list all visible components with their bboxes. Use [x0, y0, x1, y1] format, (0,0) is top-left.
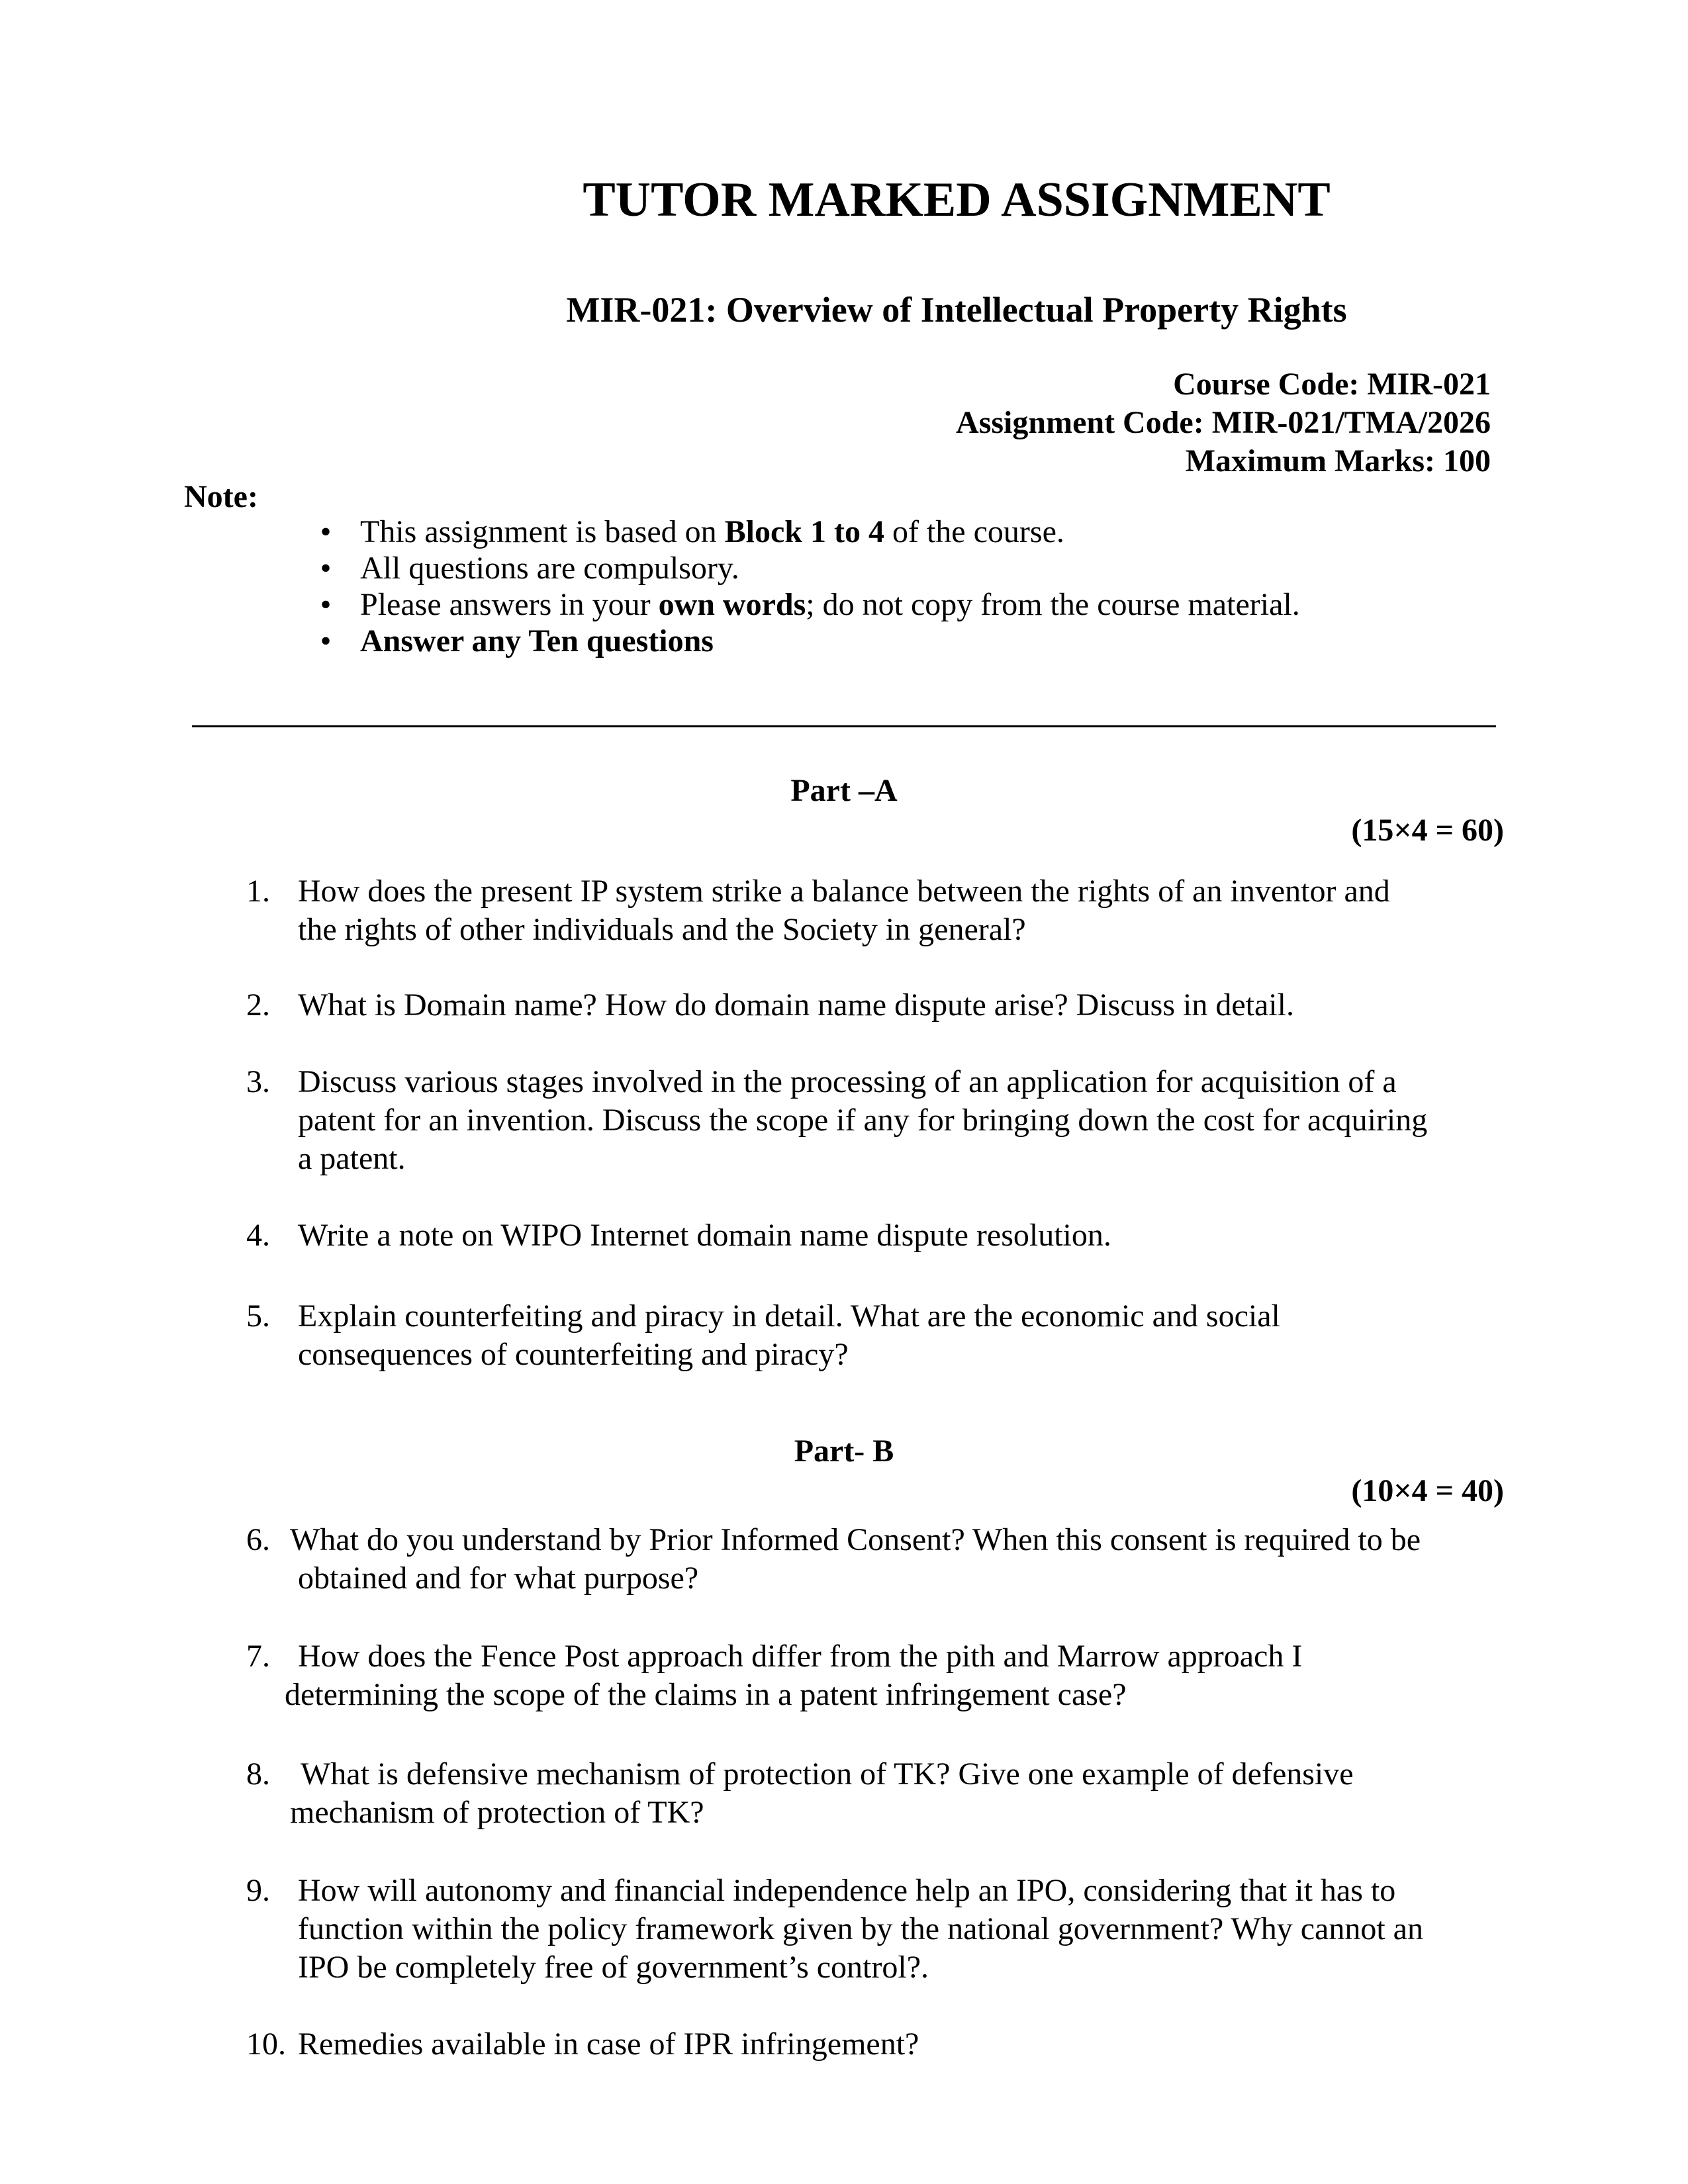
- note-item: • Please answers in your own words; do not copy from the course material.: [312, 586, 1300, 623]
- note-label: Note:: [184, 479, 258, 514]
- question-10: 10. Remedies available in case of IPR infringement?: [246, 2026, 919, 2062]
- bullet-icon: •: [320, 587, 332, 622]
- question-1: 1. How does the present IP system strike a balance between the rights of an inventor and the rights of other individuals and the Society in general?: [246, 874, 1390, 947]
- bullet-icon: •: [320, 551, 332, 586]
- note-list: [312, 514, 1300, 659]
- divider: [192, 725, 1496, 727]
- part-a-marks: (15×4 = 60): [1351, 813, 1504, 848]
- question-2: 2. What is Domain name? How do domain name dispute arise? Discuss in detail.: [246, 987, 1294, 1023]
- note-item: • All questions are compulsory.: [312, 550, 1300, 586]
- question-5: 5. Explain counterfeiting and piracy in detail. What are the economic and social consequences of counterfeiting and piracy?: [246, 1298, 1280, 1372]
- part-b-heading: Part- B: [794, 1433, 894, 1469]
- question-6: 6. What do you understand by Prior Informed Consent? When this consent is required to be obtained and for what purpose?: [246, 1522, 1421, 1596]
- part-a-heading: Part –A: [790, 773, 898, 808]
- maximum-marks: Maximum Marks: 100: [1185, 443, 1491, 478]
- note-item: • Answer any Ten questions: [312, 623, 1300, 659]
- question-9: 9. How will autonomy and financial independence help an IPO, considering that it has to function within the policy framework given by the national government? Why cannot an IPO be completely free of government’s control?.: [246, 1873, 1423, 1985]
- part-b-marks: (10×4 = 40): [1351, 1473, 1504, 1508]
- note-item: • This assignment is based on Block 1 to 4 of the course.: [312, 514, 1300, 550]
- question-8: 8. What is defensive mechanism of protection of TK? Give one example of defensive mechanism of protection of TK?: [246, 1756, 1354, 1830]
- question-7: 7. How does the Fence Post approach differ from the pith and Marrow approach I determining the scope of the claims in a patent infringement case?: [246, 1639, 1303, 1712]
- document-title: TUTOR MARKED ASSIGNMENT: [583, 173, 1331, 227]
- bullet-icon: •: [320, 514, 332, 549]
- bullet-icon: •: [320, 623, 332, 659]
- question-3: 3. Discuss various stages involved in the processing of an application for acquisition of a patent for an invention. Discuss the scope if any for bringing down the cost for acquiring a patent.: [246, 1064, 1428, 1176]
- course-code: Course Code: MIR-021: [1173, 367, 1491, 402]
- assignment-code: Assignment Code: MIR-021/TMA/2026: [956, 405, 1491, 440]
- question-4: 4. Write a note on WIPO Internet domain name dispute resolution.: [246, 1218, 1111, 1253]
- course-title: MIR-021: Overview of Intellectual Property Rights: [566, 290, 1347, 330]
